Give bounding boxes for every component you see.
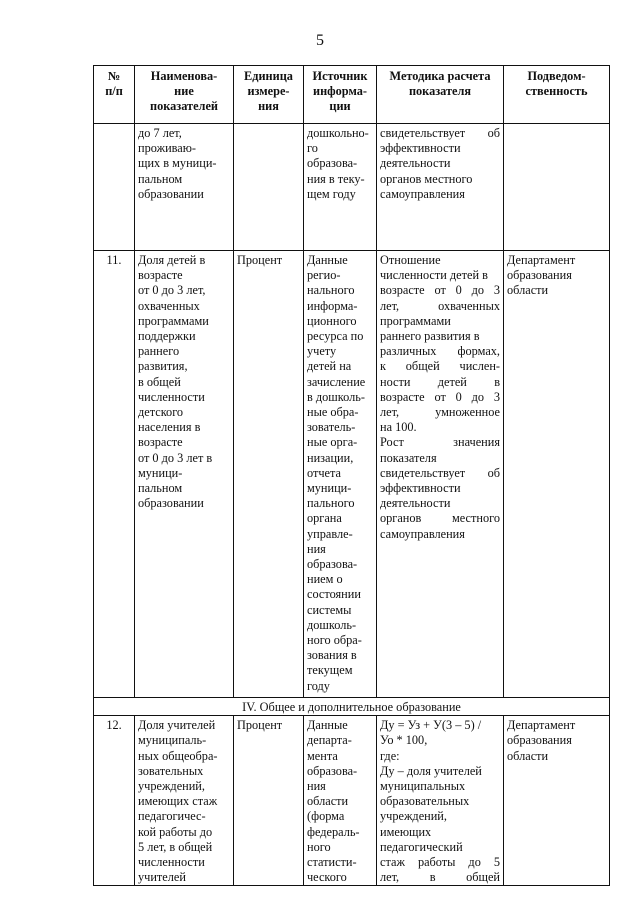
text-line: образовательных xyxy=(380,794,470,809)
text-line: учреждений, xyxy=(138,779,205,794)
text-line: показателей xyxy=(150,99,218,114)
text-line: муници- xyxy=(138,465,183,480)
text-line: зования в xyxy=(307,648,357,663)
department xyxy=(504,716,610,886)
text-line: отчета xyxy=(307,465,341,480)
text-line: пальном xyxy=(138,171,183,186)
table-row xyxy=(94,716,610,886)
text-line: образовании xyxy=(138,186,204,201)
text-line: эффективности xyxy=(380,141,461,156)
text-line: департа- xyxy=(307,733,352,748)
text-line: ности детей в xyxy=(380,374,500,389)
text-line: охваченных xyxy=(138,298,200,313)
unit xyxy=(234,716,304,886)
text-line: ние xyxy=(174,84,194,99)
text-line: численности xyxy=(138,389,205,404)
text-line: раннего xyxy=(138,344,180,359)
text-line: образова- xyxy=(307,557,358,572)
text-line: стаж работы до 5 xyxy=(380,855,500,870)
text-line: свидетельствует об xyxy=(380,465,500,480)
text-line: ного обра- xyxy=(307,633,362,648)
text-line: Уо * 100, xyxy=(380,733,428,748)
source xyxy=(304,716,377,886)
text-line: программами xyxy=(138,313,209,328)
text-line: ния xyxy=(307,779,326,794)
row-number: 11. xyxy=(94,251,135,698)
text-line: Ду – доля учителей xyxy=(380,763,482,778)
text-line: численности xyxy=(138,855,205,870)
text-line: на 100. xyxy=(380,420,417,435)
text-line: муници- xyxy=(307,481,352,496)
section-row xyxy=(94,698,610,716)
text-line: нием о xyxy=(307,572,343,587)
text-line: пальном xyxy=(138,481,183,496)
text-line: самоуправления xyxy=(380,526,465,541)
text-line: зовательных xyxy=(138,763,204,778)
text-line: состоянии xyxy=(307,587,361,602)
text-line: учителей xyxy=(138,870,186,885)
text-line: образования xyxy=(507,733,572,748)
indicator-name xyxy=(135,251,234,698)
text-line: ции xyxy=(329,99,351,114)
text-line: образова- xyxy=(307,156,358,171)
text-line: в общей xyxy=(138,374,181,389)
text-line: свидетельствует об xyxy=(380,126,500,140)
header-number xyxy=(94,66,135,124)
text-line: от 0 до 3 лет, xyxy=(138,283,206,298)
text-line: органов местного xyxy=(380,171,473,186)
text-line: Рост значения xyxy=(380,435,500,450)
text-line: Наименова- xyxy=(150,69,218,83)
text-line: Процент xyxy=(237,253,283,267)
text-line: 5 лет, в общей xyxy=(138,839,213,854)
text-line: зачисление xyxy=(307,374,366,389)
method xyxy=(377,251,504,698)
header-indicator-name xyxy=(135,66,234,124)
text-line: Данные xyxy=(307,718,348,733)
text-line: Доля учителей xyxy=(138,718,216,733)
text-line: самоуправления xyxy=(380,186,465,201)
text-line: органов местного xyxy=(380,511,500,526)
text-line: Ду = Уз + У(3 – 5) / xyxy=(380,718,482,733)
indicator-name xyxy=(135,716,234,886)
row-number xyxy=(94,124,135,251)
text-line: текущем xyxy=(307,663,353,678)
text-line: образовании xyxy=(138,496,204,511)
text-line: низации, xyxy=(307,450,354,465)
text-line: деятельности xyxy=(380,156,451,171)
text-line: нального xyxy=(307,283,355,298)
text-line: детей на xyxy=(307,359,352,374)
text-line: Единица xyxy=(244,69,293,83)
text-line: ционного xyxy=(307,313,357,328)
text-line: в дошколь- xyxy=(307,389,365,404)
table-header-row xyxy=(94,66,610,124)
text-line: имеющих стаж xyxy=(138,794,218,809)
text-line: мента xyxy=(307,748,338,763)
text-line: образова- xyxy=(307,763,358,778)
text-line: возрасте от 0 до 3 xyxy=(380,389,500,404)
text-line: информа- xyxy=(307,298,358,313)
text-line: управле- xyxy=(307,526,353,541)
text-line: пального xyxy=(307,496,355,511)
text-line: показателя xyxy=(380,450,437,465)
text-line: кой работы до xyxy=(138,824,213,839)
text-line: населения в xyxy=(138,420,201,435)
text-line: статисти- xyxy=(307,855,357,870)
text-line: численности детей в xyxy=(380,268,488,283)
text-line: (форма xyxy=(307,809,345,824)
text-line: федераль- xyxy=(307,824,360,839)
text-line: ного xyxy=(307,839,331,854)
text-line: ния xyxy=(258,99,279,114)
section-title: IV. Общее и дополнительное образование xyxy=(94,698,610,716)
text-line: ческого xyxy=(307,870,347,885)
header-method xyxy=(377,66,504,124)
department xyxy=(504,124,610,251)
unit xyxy=(234,251,304,698)
text-line: деятельности xyxy=(380,496,451,511)
text-line: педагогичес- xyxy=(138,809,206,824)
header-department xyxy=(504,66,610,124)
text-line: лет, в общей xyxy=(380,870,500,885)
text-line: лет, охваченных xyxy=(380,298,500,313)
text-line: развития, xyxy=(138,359,188,374)
text-line: программами xyxy=(380,313,451,328)
method xyxy=(377,716,504,886)
text-line: дошколь- xyxy=(307,617,357,632)
page-number: 5 xyxy=(316,32,324,49)
text-line: системы xyxy=(307,602,352,617)
unit xyxy=(234,124,304,251)
text-line: учету xyxy=(307,344,337,359)
text-line: органа xyxy=(307,511,342,526)
text-line: ния xyxy=(307,541,326,556)
text-line: муниципальных xyxy=(380,779,466,794)
text-line: го xyxy=(307,141,318,156)
source xyxy=(304,251,377,698)
text-line: ственность xyxy=(525,84,588,99)
indicators-table xyxy=(93,65,610,886)
text-line: Департамент xyxy=(507,718,576,733)
text-line: измере- xyxy=(247,84,290,99)
text-line: ные орга- xyxy=(307,435,358,450)
text-line: до 7 лет, xyxy=(138,126,182,140)
text-line: где: xyxy=(380,748,400,763)
text-line: ния в теку- xyxy=(307,171,365,186)
text-line: имеющих xyxy=(380,824,432,839)
method xyxy=(377,124,504,251)
text-line: Данные xyxy=(307,253,348,267)
text-line: детского xyxy=(138,405,184,420)
text-line: Процент xyxy=(237,718,283,733)
text-line: области xyxy=(307,794,349,809)
text-line: году xyxy=(307,678,330,693)
table-row xyxy=(94,124,610,251)
text-line: от 0 до 3 лет в xyxy=(138,450,213,465)
header-unit xyxy=(234,66,304,124)
text-line: № xyxy=(107,69,121,83)
text-line: информа- xyxy=(312,84,367,99)
text-line: к общей числен- xyxy=(380,359,500,374)
text-line: ных общеобра- xyxy=(138,748,218,763)
text-line: возрасте xyxy=(138,435,183,450)
text-line: учреждений, xyxy=(380,809,447,824)
text-line: возрасте от 0 до 3 xyxy=(380,283,500,298)
table-row xyxy=(94,251,610,698)
text-line: лет, умноженное xyxy=(380,405,500,420)
text-line: регио- xyxy=(307,268,341,283)
text-line: Методика расчета xyxy=(389,69,491,83)
text-line: Подведом- xyxy=(527,69,586,83)
text-line: области xyxy=(507,748,549,763)
header-source xyxy=(304,66,377,124)
text-line: щих в муници- xyxy=(138,156,217,171)
text-line: поддержки xyxy=(138,329,196,344)
department xyxy=(504,251,610,698)
text-line: проживаю- xyxy=(138,141,197,156)
source xyxy=(304,124,377,251)
text-line: показателя xyxy=(408,84,472,99)
text-line: зователь- xyxy=(307,420,356,435)
text-line: ные обра- xyxy=(307,405,359,420)
text-line: Отношение xyxy=(380,253,441,267)
row-number: 12. xyxy=(94,716,135,886)
text-line: педагогический xyxy=(380,839,463,854)
text-line: образования xyxy=(507,268,572,283)
text-line: Источник xyxy=(312,69,368,83)
text-line: Департамент xyxy=(507,253,576,267)
text-line: раннего развития в xyxy=(380,329,480,344)
text-line: различных формах, xyxy=(380,344,500,359)
text-line: щем году xyxy=(307,186,356,201)
indicator-name xyxy=(135,124,234,251)
text-line: дошкольно- xyxy=(307,126,369,140)
text-line: муниципаль- xyxy=(138,733,207,748)
text-line: области xyxy=(507,283,549,298)
text-line: эффективности xyxy=(380,481,461,496)
text-line: п/п xyxy=(105,84,123,99)
text-line: ресурса по xyxy=(307,329,364,344)
text-line: возрасте xyxy=(138,268,183,283)
text-line: Доля детей в xyxy=(138,253,206,267)
